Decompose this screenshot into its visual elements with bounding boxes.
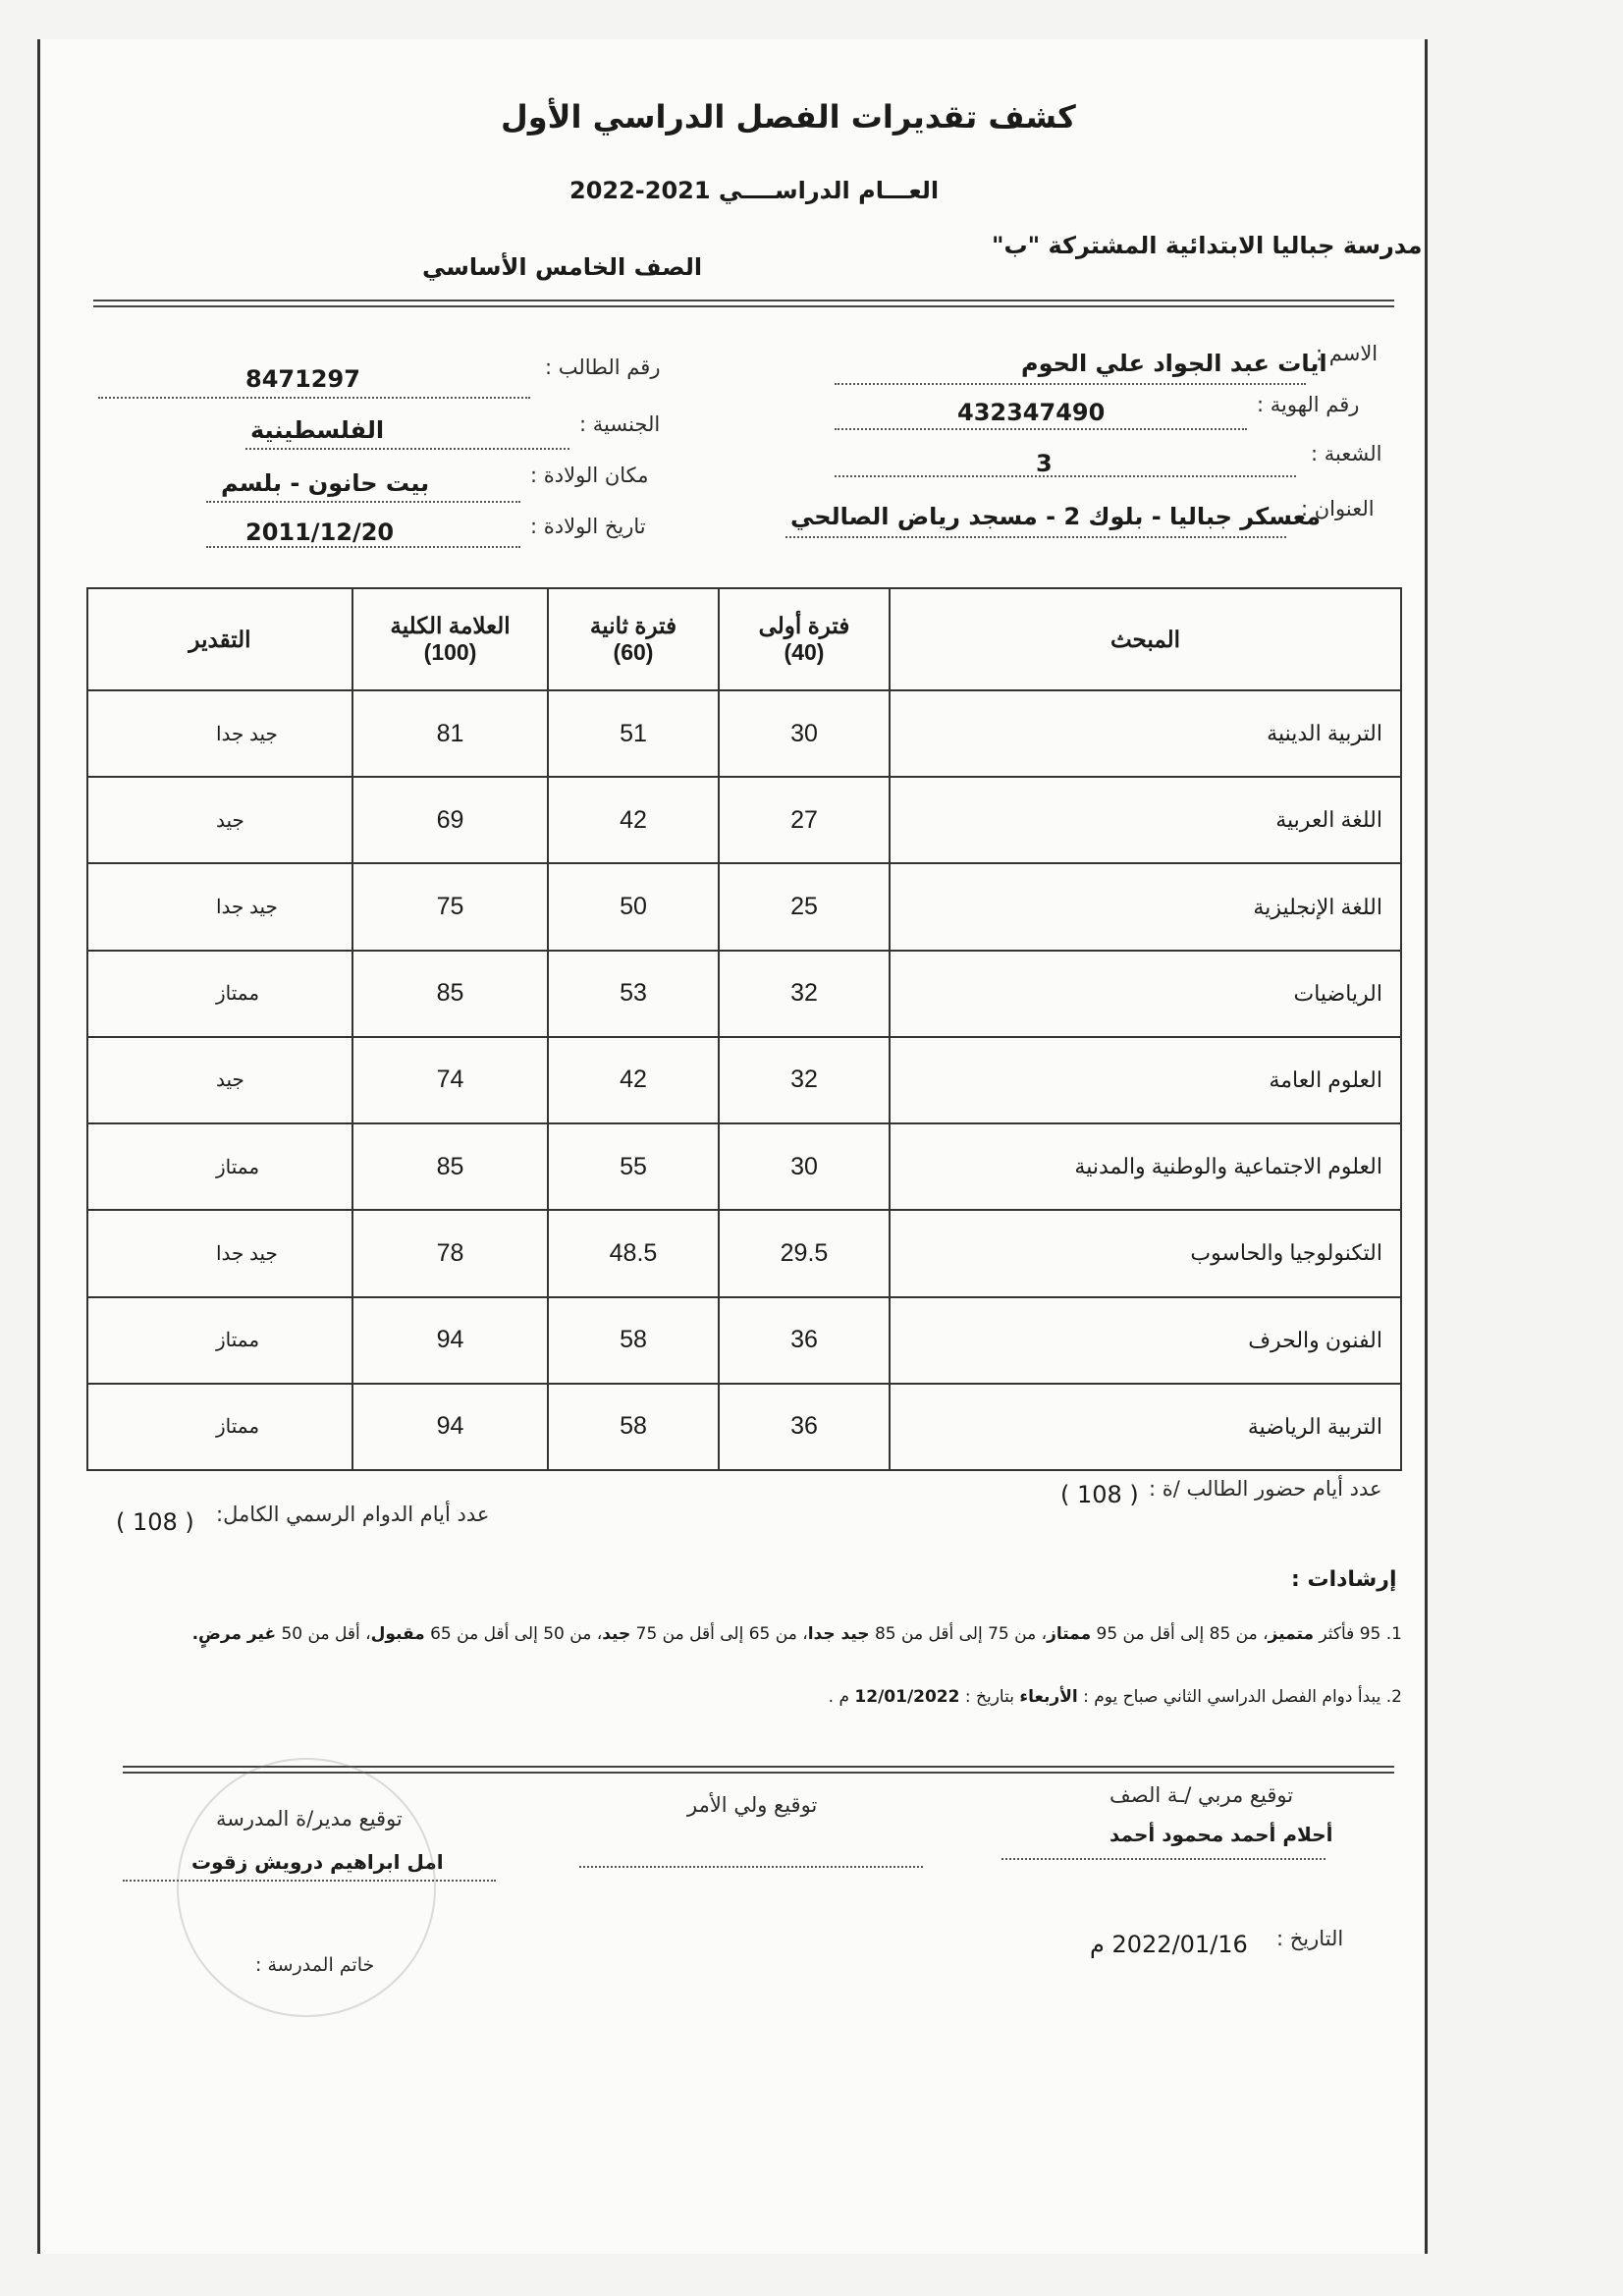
total-cell: 94 [352, 1297, 548, 1384]
section-label: الشعبة : [1311, 442, 1382, 465]
header-total: العلامة الكلية (100) [352, 588, 548, 690]
header-first-period: فترة أولى (40) [719, 588, 890, 690]
first-period-cell: 25 [719, 863, 890, 950]
grade-cell: جيد [87, 1037, 352, 1123]
student-number: 8471297 [245, 365, 360, 393]
guidance-tip-1: 1. 95 فأكثر متميز، من 85 إلى أقل من 95 ممتاز، من 75 إلى أقل من 85 جيد جدا، من 65 إلى أقل من 75 جيد، من 50 إلى أقل من 65 مقبول، أقل من 50 غير مرضٍ. [191, 1624, 1402, 1644]
guidance-title: إرشادات : [1291, 1567, 1397, 1592]
school-name: مدرسة جباليا الابتدائية المشتركة "ب" [992, 232, 1423, 259]
table-row [87, 1123, 1401, 1210]
table-row [87, 1037, 1401, 1123]
student-name: ايات عبد الجواد علي الحوم [1021, 350, 1327, 377]
second-period-cell: 58 [548, 1384, 719, 1470]
total-cell: 74 [352, 1037, 548, 1123]
birthdate-label: تاريخ الولادة : [530, 515, 646, 538]
academic-year: العـــام الدراســــي 2021-2022 [569, 177, 940, 204]
teacher-signature-label: توقيع مربي /ـة الصف [1109, 1783, 1294, 1807]
header-grade: التقدير [87, 588, 352, 690]
address-label: العنوان : [1301, 497, 1375, 520]
subject-cell: الرياضيات [890, 951, 1401, 1037]
subject-cell: التربية الدينية [890, 690, 1401, 777]
table-row [87, 690, 1401, 777]
header-second-period: فترة ثانية (60) [548, 588, 719, 690]
first-period-cell: 27 [719, 777, 890, 863]
principal-signature-label: توقيع مدير/ة المدرسة [216, 1807, 403, 1831]
grade-cell: ممتاز [87, 1297, 352, 1384]
birthdate-line [206, 546, 520, 548]
second-period-cell: 48.5 [548, 1210, 719, 1296]
second-period-cell: 42 [548, 777, 719, 863]
first-period-cell: 30 [719, 1123, 890, 1210]
birthplace-label: مكان الولادة : [530, 464, 649, 487]
date-value: 2022/01/16 م [1090, 1931, 1248, 1958]
principal-name: امل ابراهيم درويش زقوت [191, 1850, 444, 1874]
subject-cell: اللغة الإنجليزية [890, 863, 1401, 950]
total-cell: 81 [352, 690, 548, 777]
grades-table [86, 587, 1402, 1471]
section-line [835, 475, 1296, 477]
student-id: 432347490 [957, 399, 1106, 426]
name-line [835, 383, 1306, 385]
first-period-cell: 32 [719, 1037, 890, 1123]
second-period-cell: 58 [548, 1297, 719, 1384]
teacher-signature-line [1001, 1858, 1325, 1860]
student-nationality: الفلسطينية [250, 416, 385, 444]
subject-cell: التربية الرياضية [890, 1384, 1401, 1470]
subject-cell: العلوم العامة [890, 1037, 1401, 1123]
student-birthdate: 2011/12/20 [245, 519, 395, 546]
table-row [87, 1384, 1401, 1470]
first-period-cell: 29.5 [719, 1210, 890, 1296]
table-row [87, 863, 1401, 950]
table-row [87, 1297, 1401, 1384]
name-label: الاسم : [1316, 342, 1379, 365]
date-label: التاريخ : [1276, 1927, 1344, 1950]
nationality-label: الجنسية : [579, 412, 661, 436]
id-line [835, 428, 1247, 430]
second-period-cell: 55 [548, 1123, 719, 1210]
table-row [87, 951, 1401, 1037]
table-row [87, 777, 1401, 863]
subject-cell: اللغة العربية [890, 777, 1401, 863]
parent-signature-label: توقيع ولي الأمر [687, 1793, 818, 1817]
table-row [87, 1210, 1401, 1296]
attendance-student-value: ( 108 ) [1060, 1481, 1139, 1508]
grade-cell: ممتاز [87, 1384, 352, 1470]
first-period-cell: 32 [719, 951, 890, 1037]
guidance-tip-2: 2. يبدأ دوام الفصل الدراسي الثاني صباح يوم : الأربعاء بتاريخ : 12/01/2022 م . [828, 1687, 1402, 1707]
student-birthplace: بيت حانون - بلسم [221, 469, 430, 497]
birthplace-line [206, 501, 520, 503]
total-cell: 69 [352, 777, 548, 863]
second-period-cell: 53 [548, 951, 719, 1037]
attendance-student-label: عدد أيام حضور الطالب /ة : [1149, 1477, 1382, 1501]
grade-cell: جيد جدا [87, 863, 352, 950]
second-period-cell: 42 [548, 1037, 719, 1123]
first-period-cell: 30 [719, 690, 890, 777]
subject-cell: التكنولوجيا والحاسوب [890, 1210, 1401, 1296]
total-cell: 85 [352, 951, 548, 1037]
subject-cell: العلوم الاجتماعية والوطنية والمدنية [890, 1123, 1401, 1210]
total-cell: 78 [352, 1210, 548, 1296]
attendance-official-value: ( 108 ) [116, 1508, 194, 1536]
nationality-line [245, 448, 569, 450]
grade-cell: جيد [87, 777, 352, 863]
stamp-label: خاتم المدرسة : [255, 1954, 375, 1976]
total-cell: 94 [352, 1384, 548, 1470]
student-number-label: رقم الطالب : [545, 355, 661, 379]
attendance-official-label: عدد أيام الدوام الرسمي الكامل: [216, 1503, 490, 1526]
total-cell: 85 [352, 1123, 548, 1210]
grade-cell: جيد جدا [87, 690, 352, 777]
grade-level: الصف الخامس الأساسي [422, 253, 703, 281]
grade-cell: جيد جدا [87, 1210, 352, 1296]
grade-cell: ممتاز [87, 951, 352, 1037]
total-cell: 75 [352, 863, 548, 950]
school-stamp-outline [177, 1758, 436, 2017]
teacher-name: أحلام أحمد محمود أحمد [1109, 1823, 1333, 1846]
grade-cell: ممتاز [87, 1123, 352, 1210]
address-line [785, 536, 1286, 538]
student-section: 3 [1036, 450, 1053, 477]
subject-cell: الفنون والحرف [890, 1297, 1401, 1384]
header-divider [93, 300, 1394, 307]
report-title: كشف تقديرات الفصل الدراسي الأول [501, 98, 1076, 136]
number-line [98, 397, 530, 399]
parent-signature-line [579, 1866, 923, 1868]
second-period-cell: 51 [548, 690, 719, 777]
table-header-row [87, 588, 1401, 690]
second-period-cell: 50 [548, 863, 719, 950]
first-period-cell: 36 [719, 1384, 890, 1470]
first-period-cell: 36 [719, 1297, 890, 1384]
id-label: رقم الهوية : [1257, 393, 1360, 416]
student-address: معسكر جباليا - بلوك 2 - مسجد رياض الصالحي [790, 503, 1322, 530]
header-subject: المبحث [890, 588, 1401, 690]
